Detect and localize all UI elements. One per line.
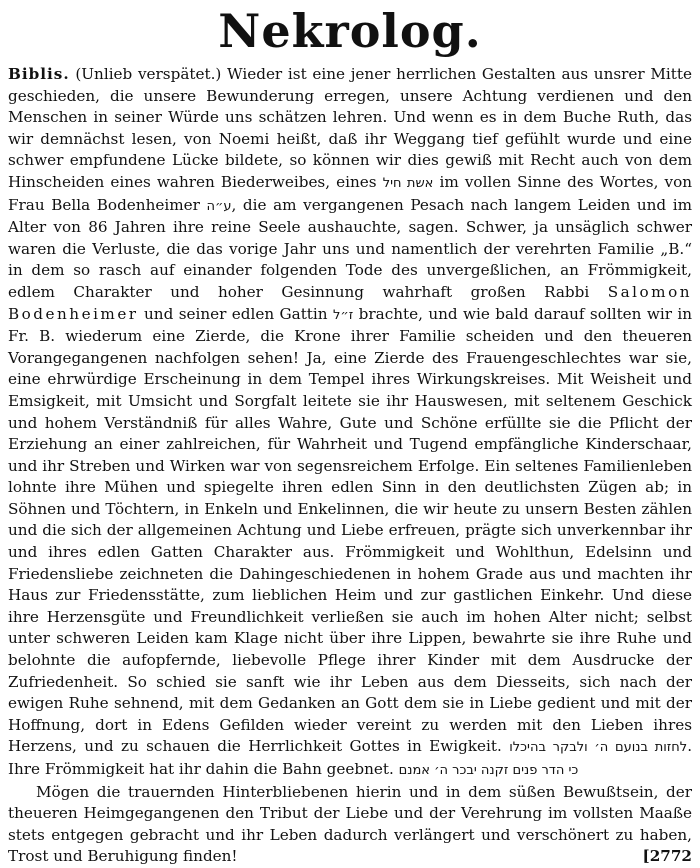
hebrew-phrase-5: כי הדר פנים זקנה יבכר ה׳ אמנם — [398, 763, 579, 778]
place-name: Biblis. — [8, 65, 70, 83]
article-paragraph-2 — [8, 782, 692, 868]
text-segment-7: Mögen die trauernden Hinterbliebenen hierin und in dem süßen Bewußtsein, der theueren Heimgegangenen den Tribut der Liebe und der Verehrung im vollsten Maaße stets entgegen gebracht und ihr Leben dadurch verlängert und verschönert zu haben, Trost und Beruhigung finden! — [8, 782, 692, 866]
hebrew-phrase-3: ז״ל — [332, 307, 354, 323]
hebrew-phrase-2: ע״ה — [206, 198, 232, 214]
hebrew-phrase-1: אשת חיל — [382, 175, 434, 191]
page-title: Nekrolog. — [218, 4, 482, 58]
text-segment-1: (Unlieb verspätet.) Wieder ist eine jener herrlichen Gestalten aus unsrer Mitte geschieden, die unsere Bewunderung erregen, unsere Achtung verdienen und den Menschen in seiner Würde uns schätzen lehren. Und wenn es in dem Buche Ruth, das wir demnächst lesen, von Noemi heißt, daß ihr Weggang tief gefühlt wurde und eine schwer empfundene Lücke bildete, so können wir dies gewiß mit Recht auch von dem Hinscheiden eines wahren Biederweibes, eines — [8, 65, 692, 191]
obituary-article — [8, 64, 692, 868]
text-segment-2: im vollen Sinne des Wortes, von Frau Bella Bodenheimer — [8, 172, 693, 214]
text-segment-6: . Ihre Frömmigkeit hat ihr dahin die Bahn geebnet. — [8, 737, 693, 778]
text-segment-3: , die am vergangenen Pesach nach langem Leiden und im Alter von 86 Jahren ihre reine Seele aushauchte, sagen. Schwer, ja unsäglich schwer waren die Verluste, die das vorige Jahr uns und namentlich der verehrten Familie „B.“ in dem so rasch auf einander folgenden Tode des unvergeßlichen, an Frömmigkeit, edlem Charakter und hoher Gesinnung wahrhaft großen Rabbi — [8, 195, 692, 301]
text-segment-5: brachte, und wie bald darauf sollten wir in Fr. B. wiederum eine Zierde, die Krone ihrer Familie scheiden und den theueren Vorangegangenen nachfolgen sehen! Ja, eine Zierde des Frauengeschlechtes war sie, eine ehrwürdige Erscheinung in dem Tempel ihres Wirkungskreises. Mit Weisheit und Emsigkeit, mit Umsicht und Sorgfalt leitete sie ihr Hauswesen, mit seltenem Geschick und hohem Verständniß für alles Wahre, Gute und Schöne erfüllte sie die Pflicht der Erziehung an einer zahlreichen, für Wahrheit und Tugend empfängliche Kinderschaar, und ihr Streben und Wirken war von segensreichem Erfolge. Ein seltenes Familienleben lohnte ihre Mühen und spiegelte ihren edlen Sinn in den deutlichsten Zügen ab; in Söhnen und Töchtern, in Enkeln und Enkelinnen, die wir heute zu unsern Besten zählen und die sich der allgemeinen Achtung und Liebe erfreuen, prägte sich unverkennbar ihr und ihres edlen Gatten Charakter aus. Frömmigkeit und Wohlthun, Edelsinn und Friedensliebe zeichneten die Dahingeschiedenen in hohem Grade aus und machten ihr Haus zur Friedensstätte, zum lieblichen Heim und zur gastlichen Einkehr. Und diese ihre Herzensgüte und Freundlichkeit verließen sie auch im hohen Alter nicht; selbst unter schweren Leiden kam Klage nicht über ihre Lippen, bewahrte sie ihre Ruhe und belohnte die aufopfernde, liebevolle Pflege ihrer Kinder mit dem Ausdrucke der Zufriedenheit. So schied sie sanft wie ihr Leben aus dem Diesseits, sich nach der ewigen Ruhe sehnend, mit dem Gedanken an Gott dem sie in Liebe gedient und mit der Hoffnung, dort in Edens Gefilden wieder vereint zu werden mit den Lieben ihres Herzens, und zu schauen die Herrlichkeit Gottes in Ewigkeit. — [8, 304, 693, 756]
article-paragraph-1 — [8, 64, 692, 782]
text-segment-4: und seiner edlen Gattin — [144, 304, 328, 323]
rabbi-name: Salomon Bodenheimer — [8, 282, 692, 323]
reference-code: [2772 — [642, 847, 692, 866]
hebrew-phrase-4: לחזות בנועם ה׳ ולבקר בהיכלו — [509, 740, 688, 756]
